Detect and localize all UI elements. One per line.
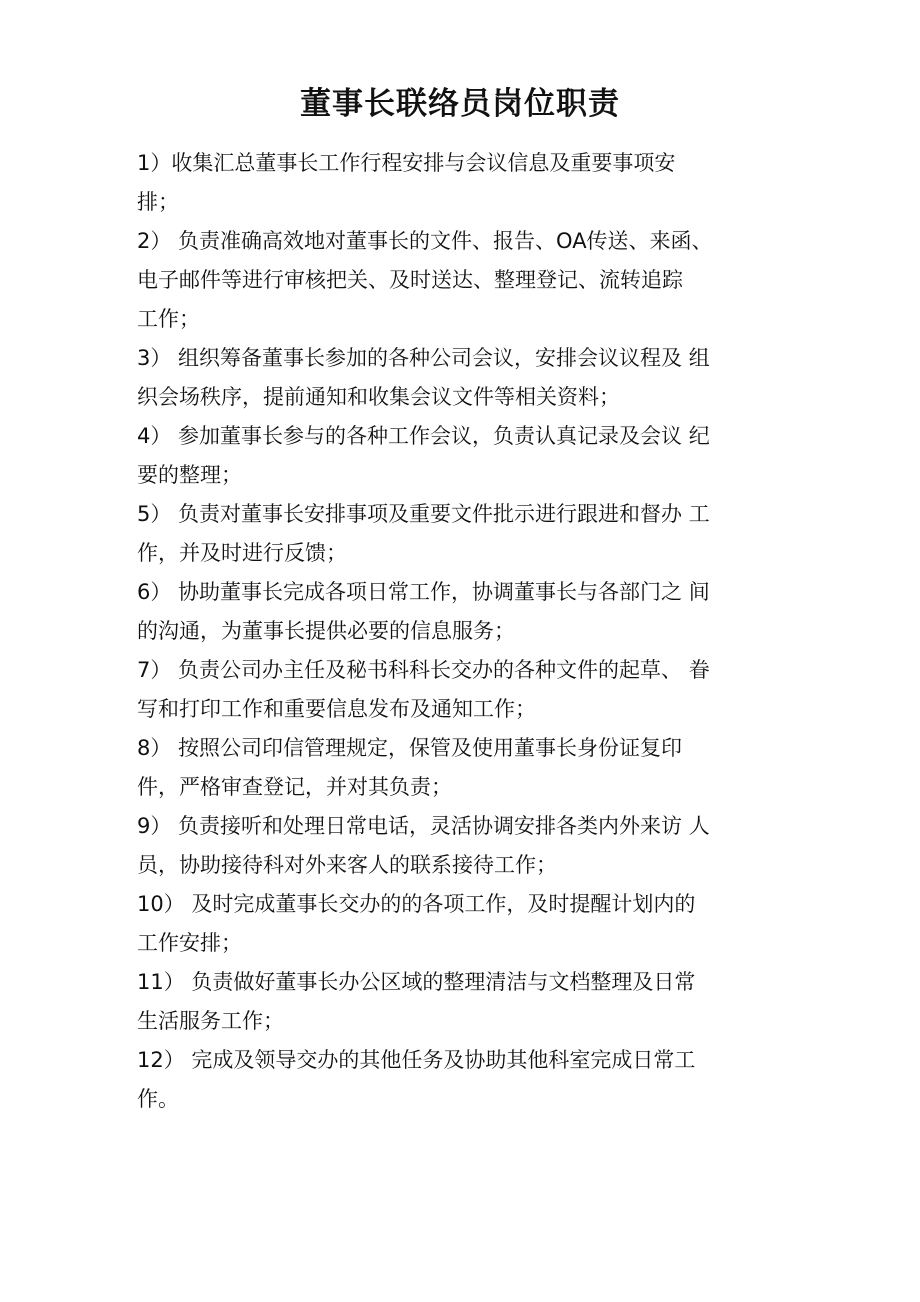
duty-item [137, 885, 797, 963]
duty-line: 4） 参加董事长参与的各种工作会议，负责认真记录及会议 纪 [137, 424, 710, 448]
duty-line: 12） 完成及领导交办的其他任务及协助其他科室完成日常工 [137, 1048, 696, 1072]
duty-line: 7） 负责公司办主任及秘书科科长交办的各种文件的起草、 眷 [137, 658, 710, 682]
duty-line: 6） 协助董事长完成各项日常工作，协调董事长与各部门之 间 [137, 580, 710, 604]
duty-item [137, 573, 797, 651]
duty-line: 11） 负责做好董事长办公区域的整理清洁与文档整理及日常 [137, 970, 696, 994]
duty-item [137, 144, 797, 222]
duty-item [137, 1041, 797, 1119]
duty-line: 10） 及时完成董事长交办的的各项工作，及时提醒计划内的 [137, 892, 696, 916]
duty-item [137, 807, 797, 885]
duty-line: 电子邮件等进行审核把关、及时送达、整理登记、流转追踪 [137, 268, 683, 292]
duty-line: 生活服务工作； [137, 1009, 284, 1033]
duty-item [137, 222, 797, 339]
duty-list [137, 144, 797, 1119]
duty-line: 织会场秩序，提前通知和收集会议文件等相关资料； [137, 385, 620, 409]
duty-item [137, 651, 797, 729]
duty-line: 5） 负责对董事长安排事项及重要文件批示进行跟进和督办 工 [137, 502, 710, 526]
document-title: 董事长联络员岗位职责 [300, 86, 620, 122]
duty-item [137, 963, 797, 1041]
duty-line: 2） 负责准确高效地对董事长的文件、报告、OA传送、来函、 [137, 229, 713, 253]
duty-line: 写和打印工作和重要信息发布及通知工作； [137, 697, 536, 721]
duty-line: 件，严格审查登记，并对其负责； [137, 775, 452, 799]
duty-line: 9） 负责接听和处理日常电话，灵活协调安排各类内外来访 人 [137, 814, 710, 838]
duty-line: 排； [137, 190, 179, 214]
duty-line: 工作安排； [137, 931, 242, 955]
duty-line: 工作； [137, 307, 200, 331]
duty-line: 8） 按照公司印信管理规定，保管及使用董事长身份证复印 [137, 736, 683, 760]
duty-line: 要的整理； [137, 463, 242, 487]
duty-line: 3） 组织筹备董事长参加的各种公司会议，安排会议议程及 组 [137, 346, 710, 370]
duty-item [137, 339, 797, 417]
duty-line: 的沟通，为董事长提供必要的信息服务； [137, 619, 515, 643]
duty-item [137, 729, 797, 807]
duty-line: 员，协助接待科对外来客人的联系接待工作； [137, 853, 557, 877]
duty-item [137, 417, 797, 495]
duty-line: 1）收集汇总董事长工作行程安排与会议信息及重要事项安 [137, 151, 676, 175]
duty-line: 作。 [137, 1087, 179, 1111]
duty-item [137, 495, 797, 573]
duty-line: 作，并及时进行反馈； [137, 541, 347, 565]
